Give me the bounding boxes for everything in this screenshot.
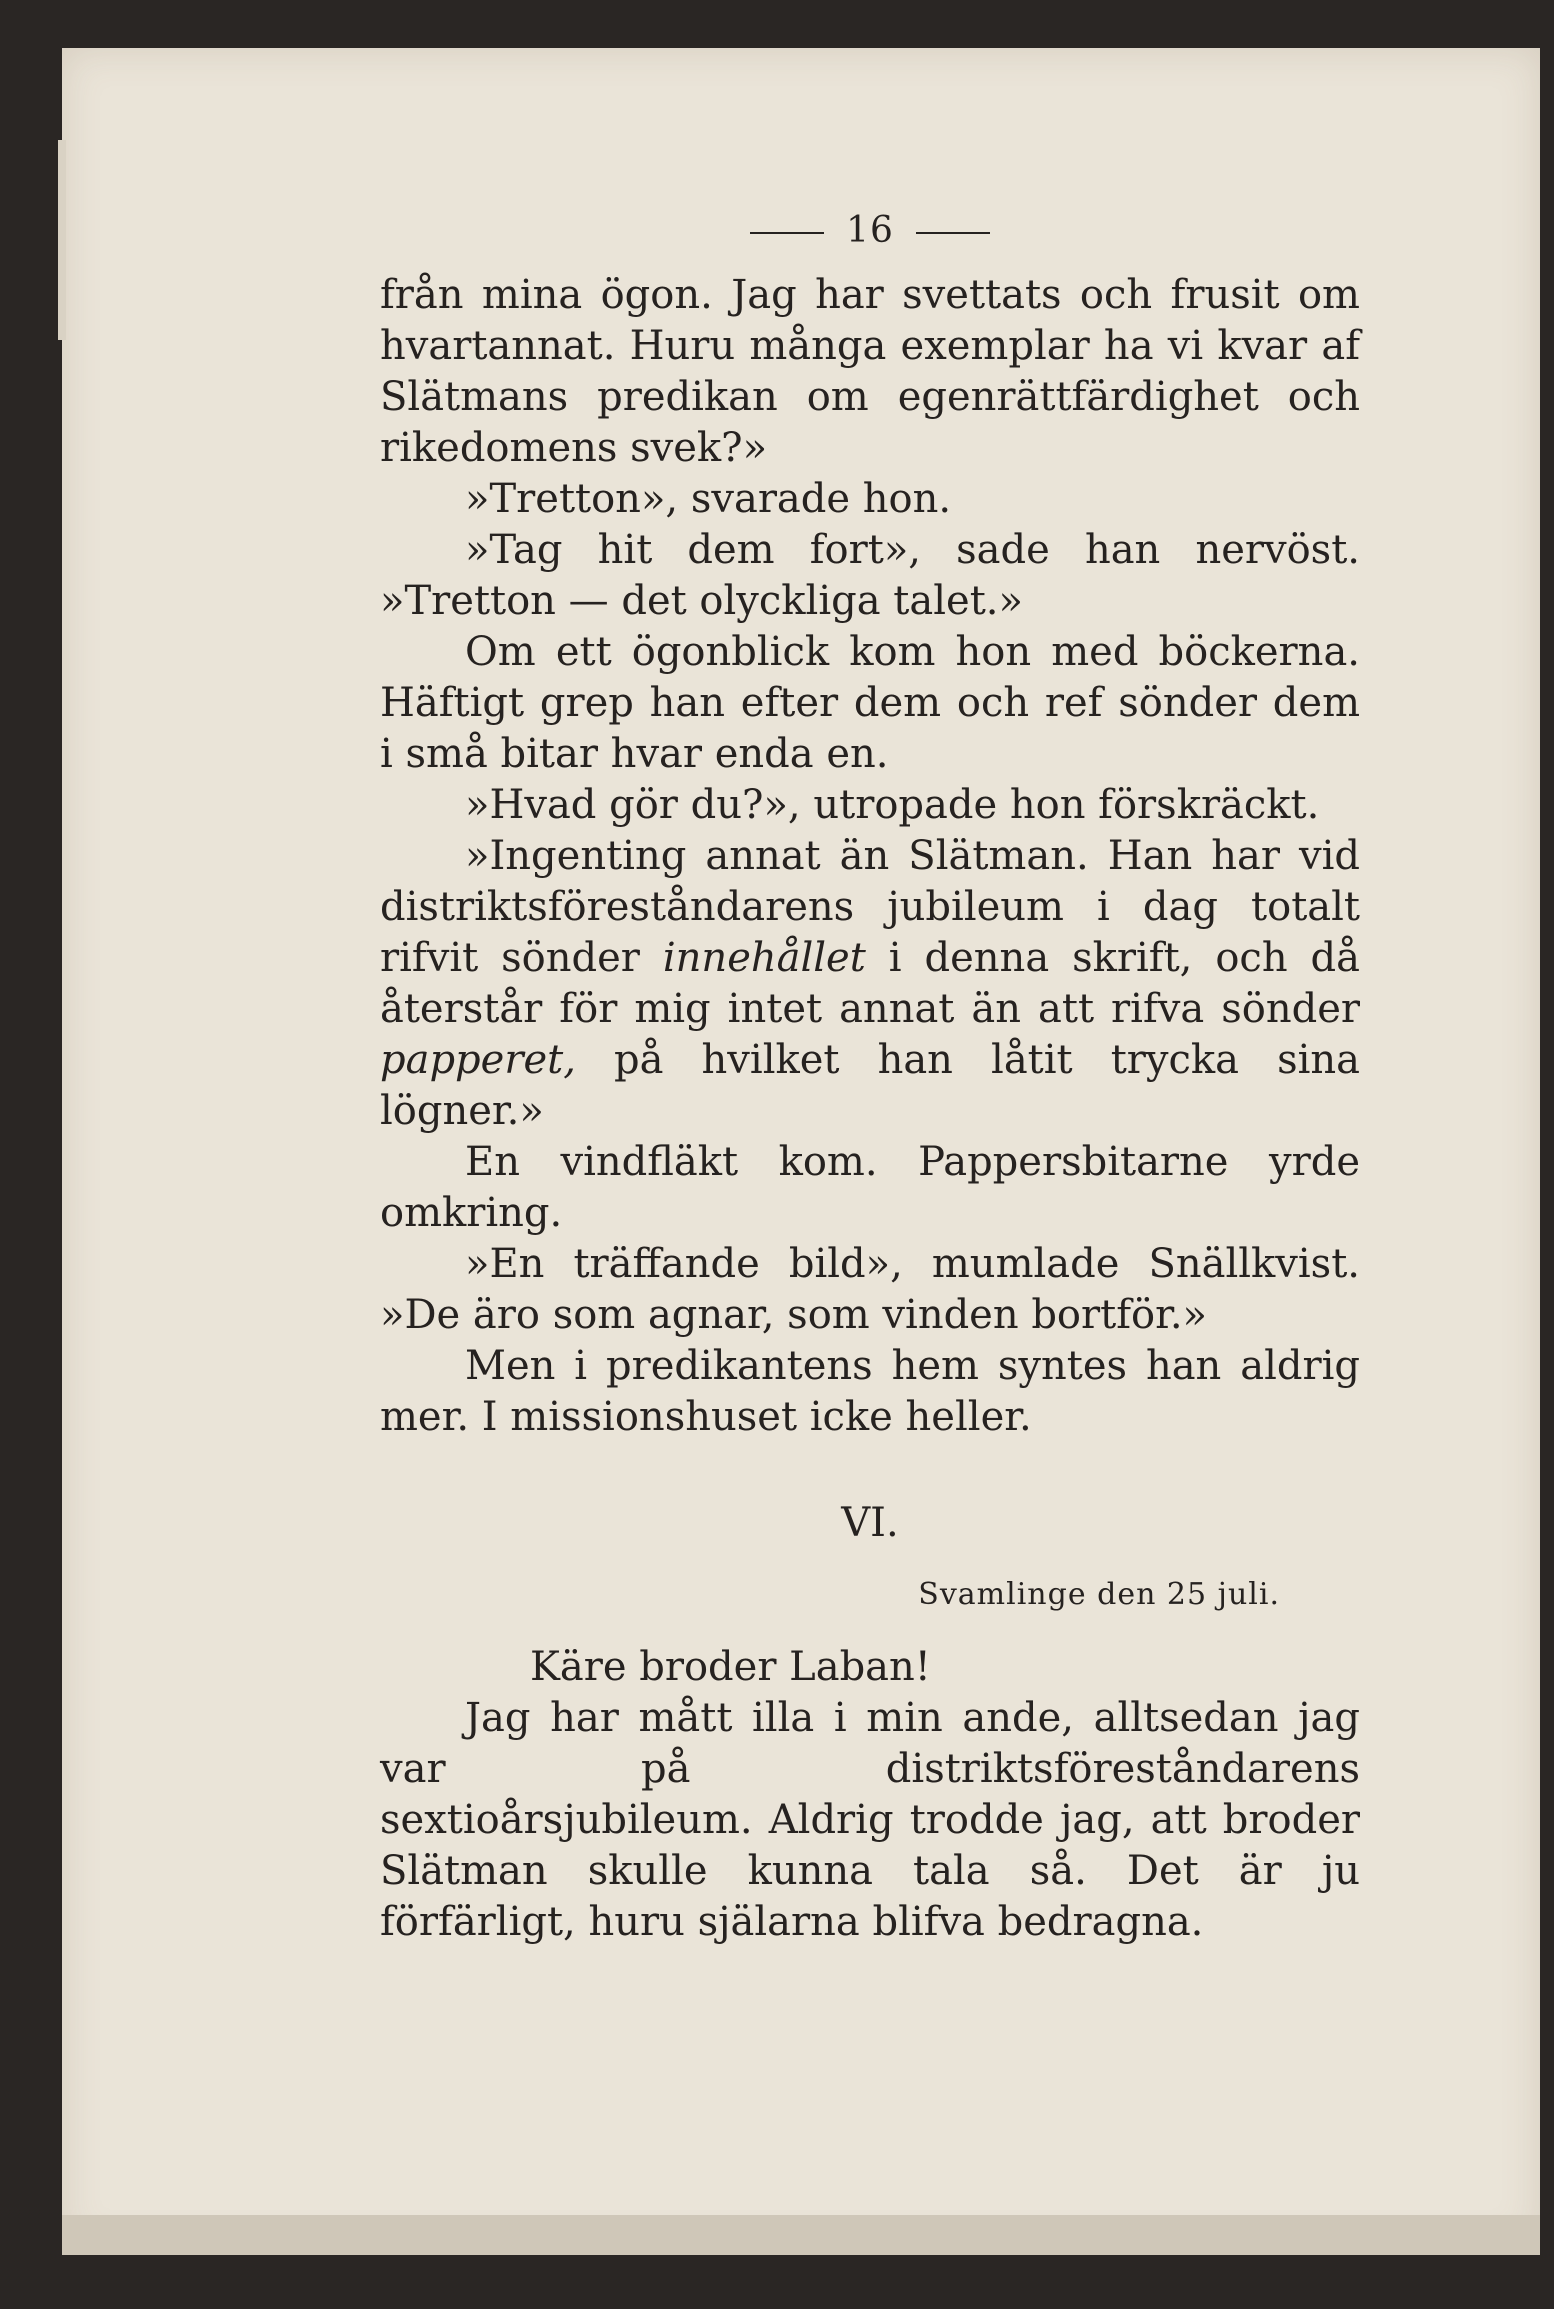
header-rule-left xyxy=(750,232,824,234)
paragraph: »Hvad gör du?», utropade hon förskräckt. xyxy=(465,782,1320,828)
paragraph-part: i denna skrift, och då återstår för mig intet annat än att rifva sönder xyxy=(380,935,1360,1032)
paragraph: »En träffande bild», mumlade Snällkvist. »De äro som agnar, som vinden bortför.» xyxy=(380,1241,1360,1338)
paragraph-ingenting xyxy=(380,831,1360,1137)
page-number: 16 xyxy=(846,210,894,251)
chapter-heading: VI. xyxy=(841,1500,899,1546)
paragraph: »Tag hit dem fort», sade han nervöst. »Tretton — det olyckliga talet.» xyxy=(380,527,1360,624)
page-edge xyxy=(58,140,66,340)
paragraph: från mina ögon. Jag har svettats och frusit om hvartannat. Huru många exemplar ha vi kvar af Slätmans predikan om egenrättfärdighet och rikedomens svek?» xyxy=(380,272,1360,471)
header-rule-right xyxy=(916,232,990,234)
paragraph: »Tretton», svarade hon. xyxy=(465,476,952,522)
letter-dateline: Svamlinge den 25 juli. xyxy=(918,1577,1280,1612)
paragraph-part: på hvilket han låtit trycka sina lögner.» xyxy=(380,1037,1360,1134)
italic-word: innehållet xyxy=(662,935,866,981)
paragraph: Men i predikantens hem syntes han aldrig mer. I missionshuset icke heller. xyxy=(380,1343,1360,1440)
page-text xyxy=(380,205,1360,1948)
paragraph: En vindfläkt kom. Pappersbitarne yrde omkring. xyxy=(380,1139,1360,1236)
page-bottom-edge xyxy=(62,2215,1540,2255)
letter-salutation: Käre broder Laban! xyxy=(530,1644,931,1690)
letter-paragraph: Jag har mått illa i min ande, alltsedan jag var på distriktsföreståndarens sextioårsjubileum. Aldrig trodde jag, att broder Slätman skulle kunna tala så. Det är ju förfärligt, huru själarna blifva bedragna. xyxy=(380,1695,1360,1945)
paragraph-part: »Ingenting annat än Slätman. Han har vid distriktsföreståndarens jubileum i dag totalt rifvit sönder xyxy=(380,833,1360,981)
paragraph: Om ett ögonblick kom hon med böckerna. Häftigt grep han efter dem och ref sönder dem i små bitar hvar enda en. xyxy=(380,629,1360,777)
italic-word: papperet, xyxy=(380,1037,576,1083)
page-header xyxy=(380,205,1360,256)
